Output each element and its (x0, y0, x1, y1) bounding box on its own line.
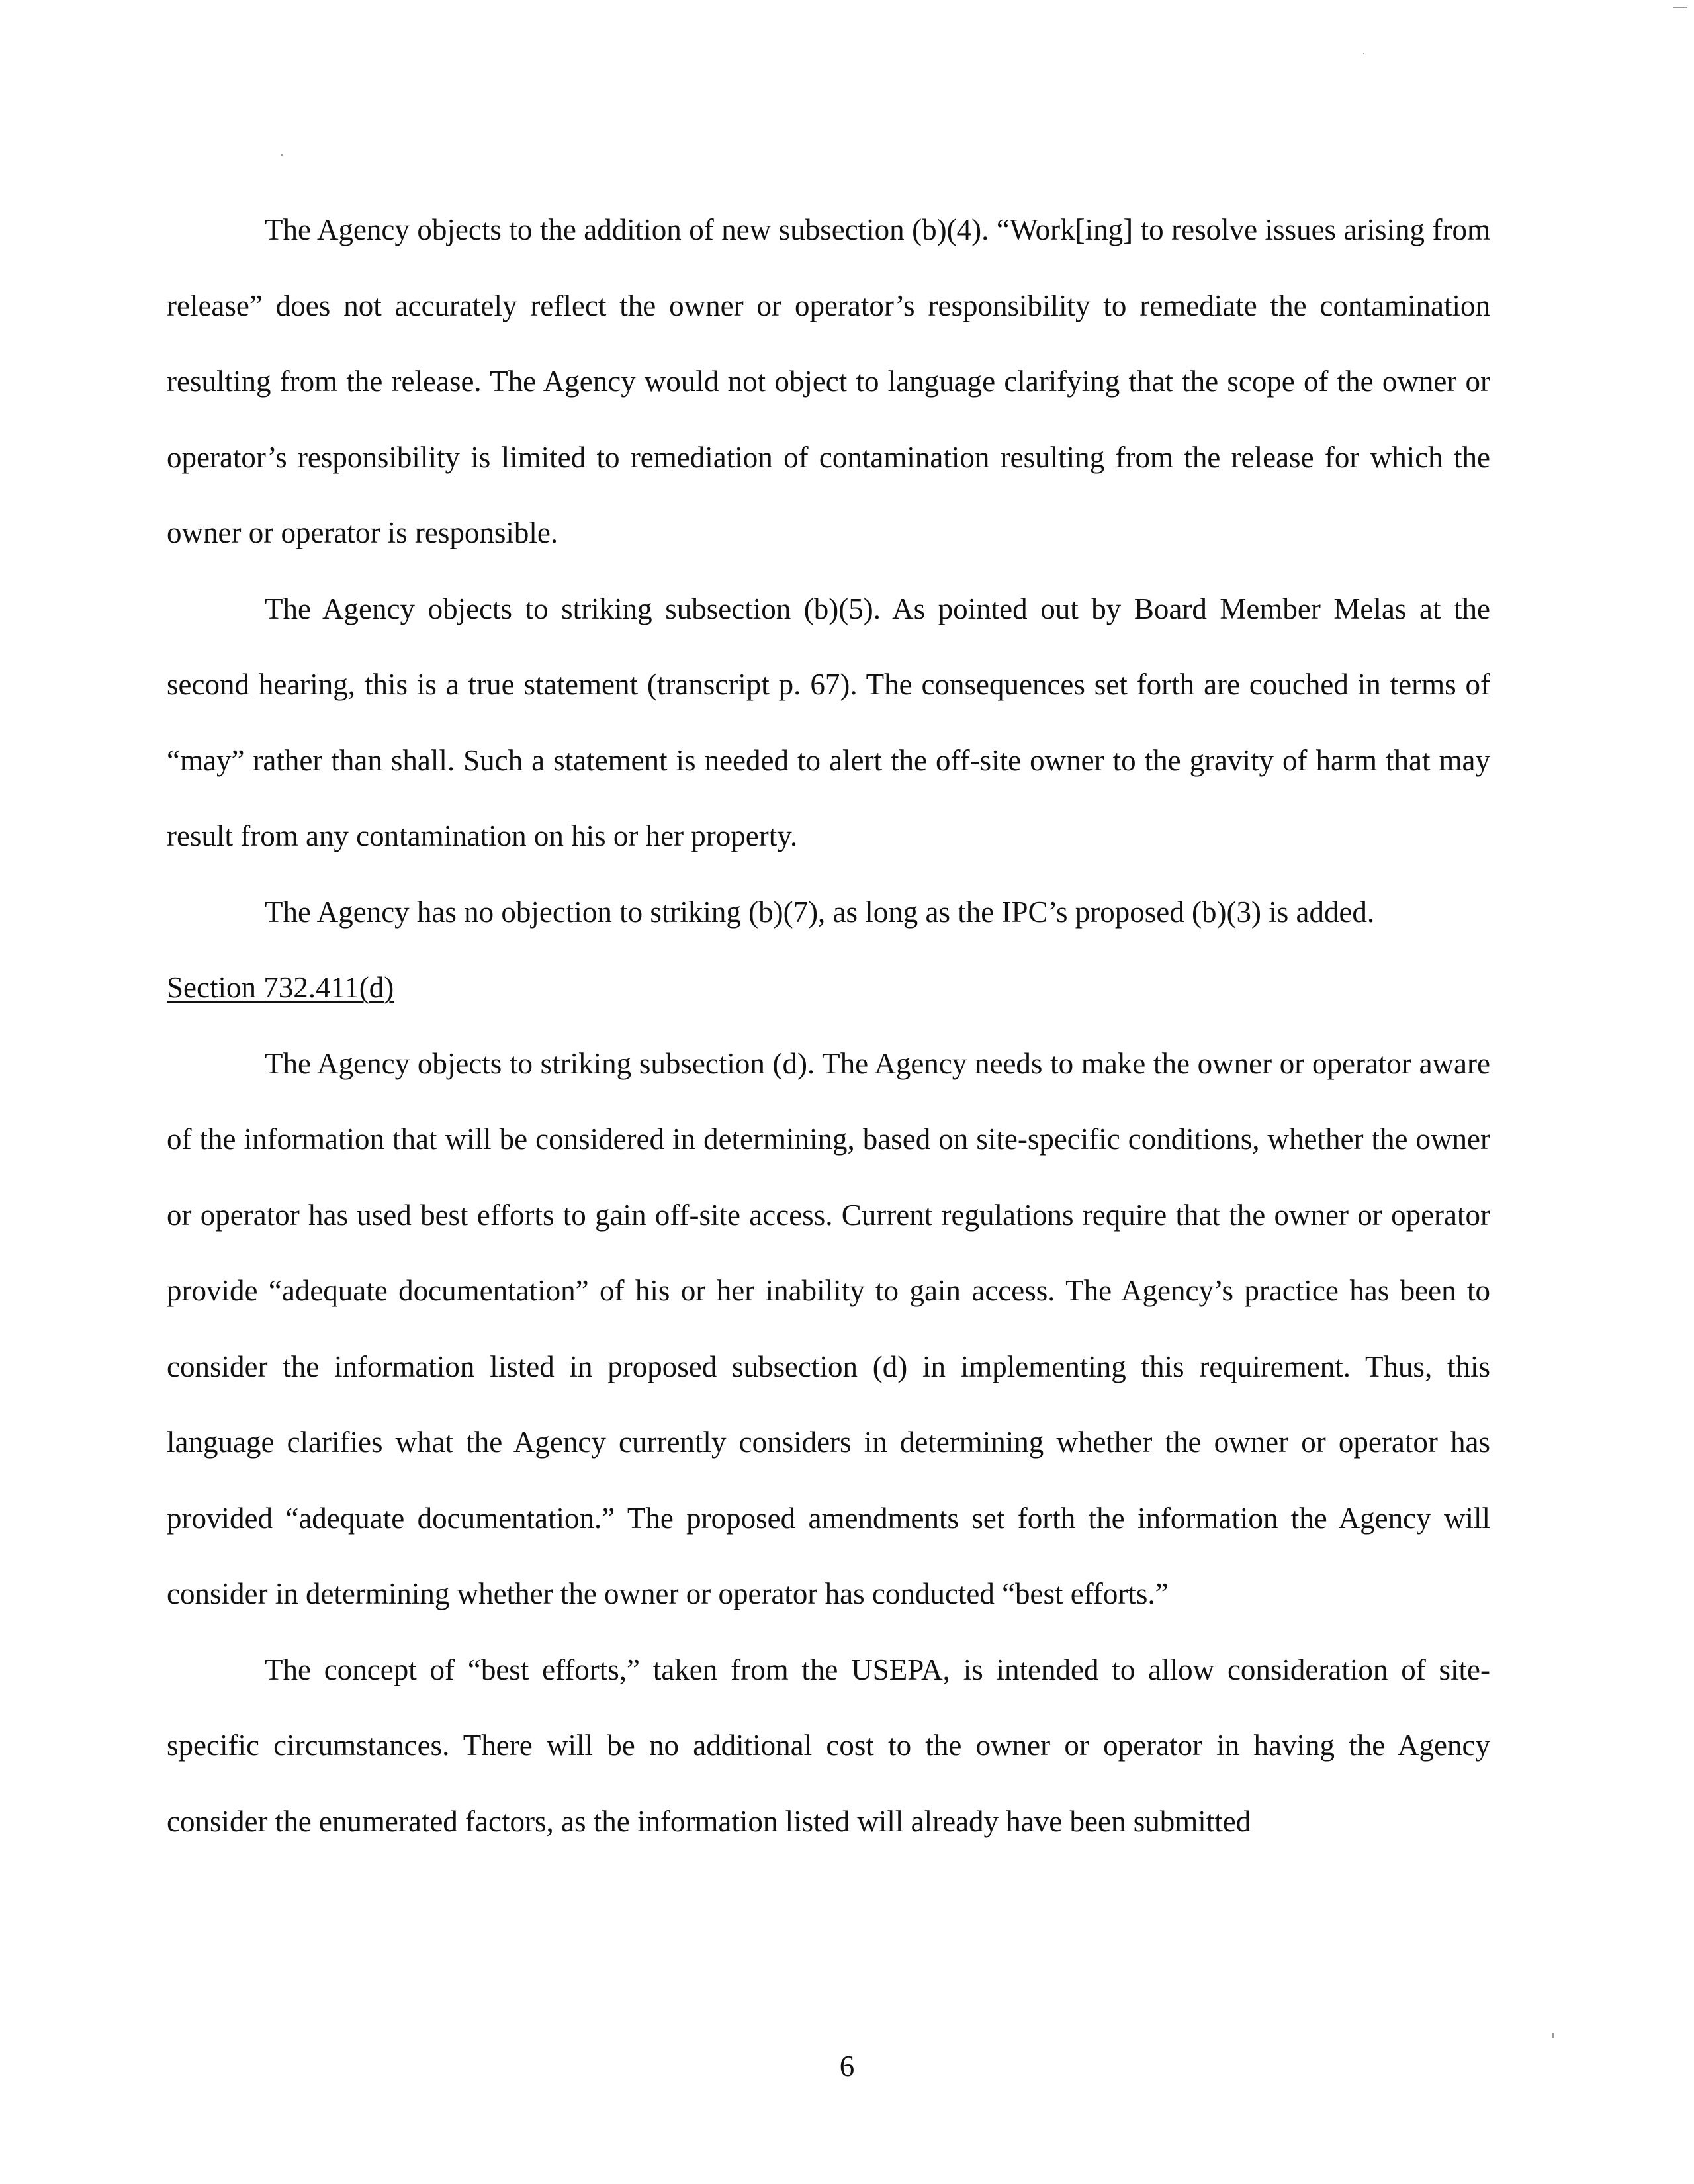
paragraph-subsection-b4: The Agency objects to the addition of new subsection (b)(4). “Work[ing] to resolve issues arising from release” does not accurately reflect the owner or operator’s responsibility to remediate the contamination resulting from the release. The Agency would not object to language clarifying that the scope of the owner or operator’s responsibility is limited to remediation of contamination resulting from the release for which the owner or operator is responsible. (167, 213, 1490, 549)
section-heading: Section 732.411(d) (167, 971, 394, 1004)
scan-speck (1552, 2033, 1554, 2038)
paragraph-subsection-b7: The Agency has no objection to striking (b)(7), as long as the IPC’s proposed (b)(3) is added. (265, 895, 1375, 929)
document-body (167, 192, 1490, 1859)
scan-speck (1673, 7, 1687, 8)
paragraph-best-efforts: The concept of “best efforts,” taken from the USEPA, is intended to allow consideration of site-specific circumstances. There will be no additional cost to the owner or operator in having the Agency consider the enumerated factors, as the information listed will already have been submitted (167, 1653, 1490, 1838)
page-number: 6 (839, 2050, 855, 2083)
scan-speck (1363, 53, 1364, 54)
paragraph-subsection-b5: The Agency objects to striking subsection (b)(5). As pointed out by Board Member Melas at the second hearing, this is a true statement (transcript p. 67). The consequences set forth are couched in terms of “may” rather than shall. Such a statement is needed to alert the off-site owner to the gravity of harm that may result from any contamination on his or her property. (167, 592, 1490, 852)
paragraph-subsection-d: The Agency objects to striking subsection (d). The Agency needs to make the owner or operator aware of the information that will be considered in determining, based on site-specific conditions, whether the owner or operator has used best efforts to gain off-site access. Current regulations require that the owner or operator provide “adequate documentation” of his or her inability to gain access. The Agency’s practice has been to consider the information listed in proposed subsection (d) in implementing this requirement. Thus, this language clarifies what the Agency currently considers in determining whether the owner or operator has provided “adequate documentation.” The proposed amendments set forth the information the Agency will consider in determining whether the owner or operator has conducted “best efforts.” (167, 1046, 1490, 1610)
scan-speck (281, 154, 283, 156)
